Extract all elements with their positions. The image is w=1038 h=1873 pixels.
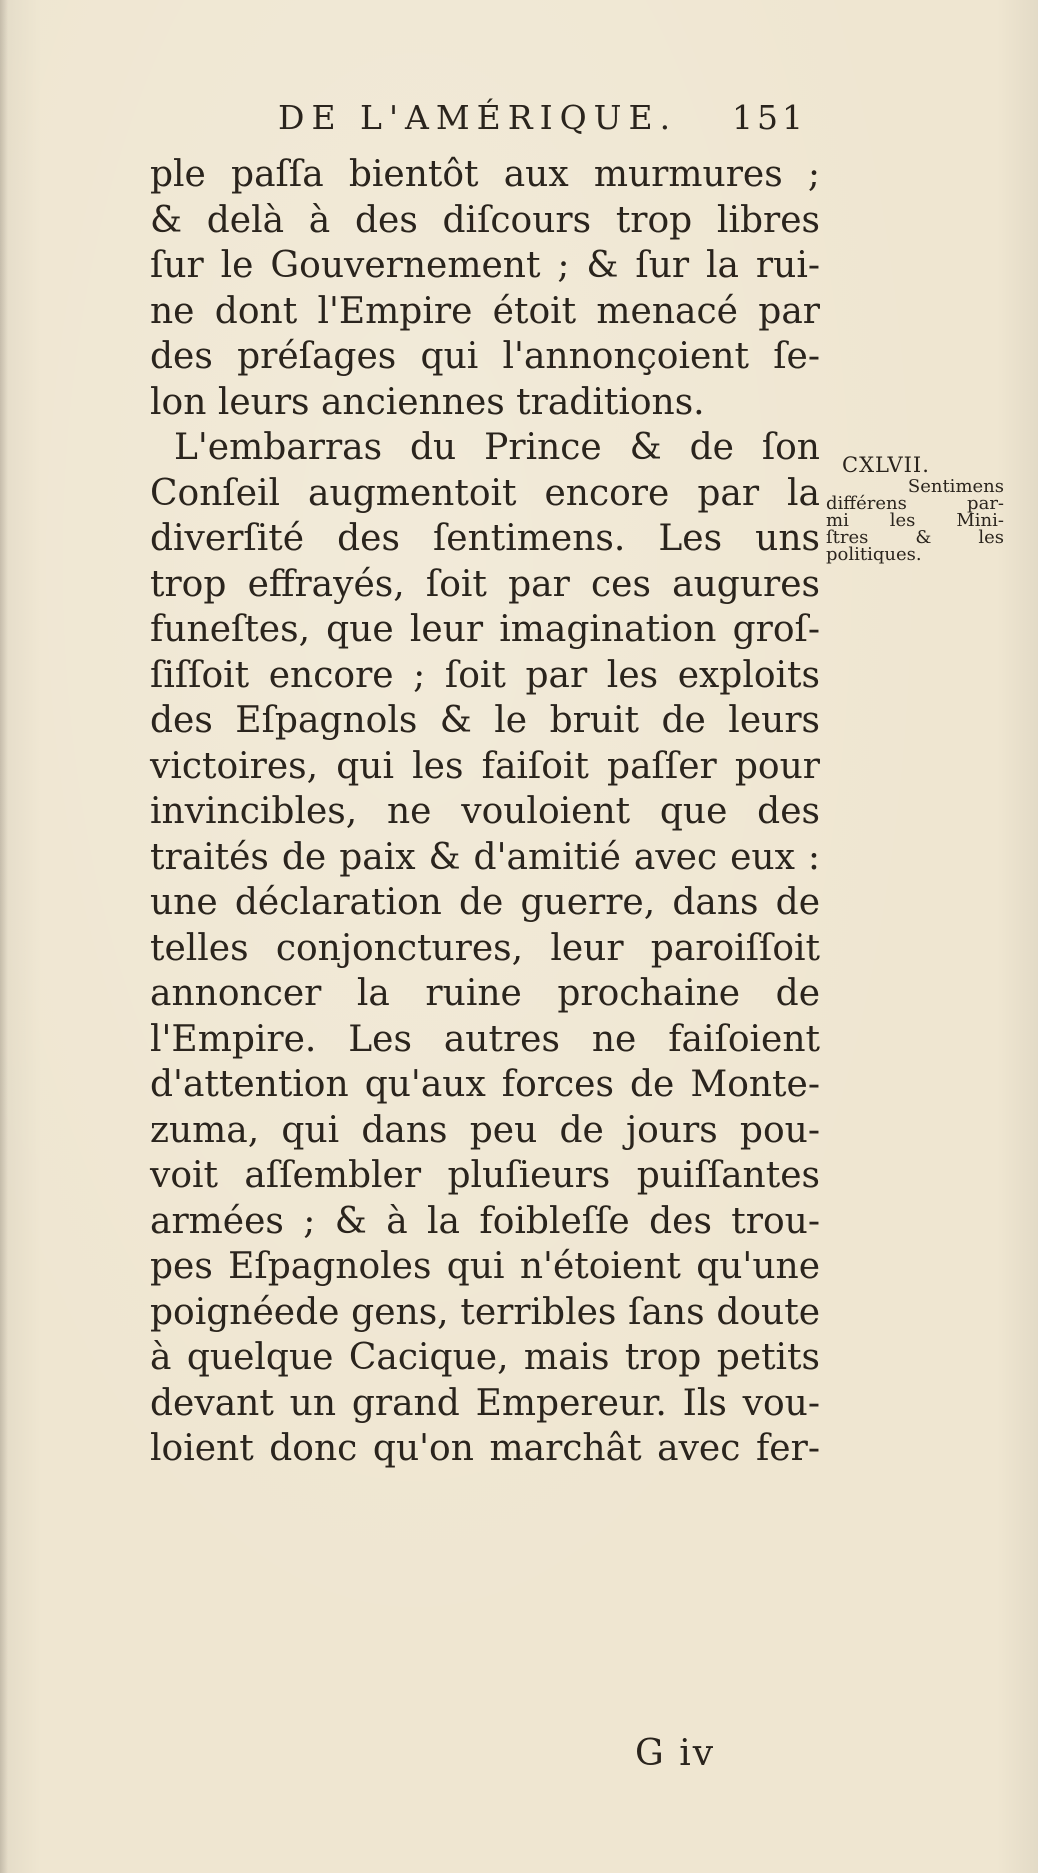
text-line: poignéede gens, terribles ſans doute	[150, 1291, 820, 1333]
text-line: ple paſſa bientôt aux murmures ;	[150, 154, 820, 195]
text-line: annoncer la ruine prochaine de	[150, 973, 820, 1014]
text-line: voit aſſembler pluſieurs puiſſantes	[150, 1155, 820, 1196]
margin-note-line: ſtres & les	[826, 527, 1004, 548]
running-title: DE L'AMÉRIQUE.	[278, 98, 678, 137]
text-line: une déclaration de guerre, dans de	[150, 882, 820, 923]
margin-note	[826, 452, 1004, 563]
text-line: victoires, qui les faiſoit paſſer pour	[150, 745, 820, 787]
text-line: diverſité des ſentimens. Les uns	[150, 518, 820, 559]
text-line: telles conjonctures, leur paroiſſoit	[150, 927, 820, 969]
margin-note-line: mi les Mini-	[826, 510, 1004, 531]
text-line: des préſages qui l'annonçoient ſe-	[150, 336, 820, 377]
text-line: armées ; & à la foibleſſe des trou-	[150, 1200, 820, 1242]
margin-note-line: Sentimens	[907, 476, 1004, 497]
text-line: traités de paix & d'amitié avec eux :	[150, 836, 820, 878]
running-head	[0, 98, 1038, 142]
catchword: G iv	[635, 1733, 716, 1774]
text-line: trop effrayés, ſoit par ces augures	[150, 563, 820, 605]
binding-edge	[0, 0, 8, 1873]
text-line: loient donc qu'on marchât avec fer-	[150, 1428, 820, 1469]
text-line: Conſeil augmentoit encore par la	[150, 472, 820, 514]
text-line: d'attention qu'aux forces de Monte-	[150, 1064, 820, 1105]
text-line: zuma, qui dans peu de jours pou-	[150, 1109, 820, 1151]
page-number: 151	[732, 98, 807, 137]
text-line: pes Eſpagnoles qui n'étoient qu'une	[150, 1246, 820, 1287]
text-line: lon leurs anciennes traditions.	[150, 381, 705, 423]
margin-note-line: différens par-	[826, 493, 1004, 514]
text-line: des Eſpagnols & le bruit de leurs	[150, 700, 820, 741]
margin-note-line: politiques.	[826, 544, 922, 565]
text-line: L'embarras du Prince & de ſon	[174, 427, 820, 468]
text-line: ne dont l'Empire étoit menacé par	[150, 290, 820, 332]
text-line: devant un grand Empereur. Ils vou-	[150, 1382, 820, 1424]
text-line: à quelque Cacique, mais trop petits	[150, 1337, 820, 1378]
text-line: & delà à des diſcours trop libres	[150, 199, 820, 241]
margin-note-number: CXLVII.	[842, 453, 930, 477]
body-text	[150, 152, 820, 1472]
text-line: invincibles, ne vouloient que des	[150, 791, 820, 832]
text-line: ſur le Gouvernement ; & ſur la rui-	[150, 245, 820, 286]
text-line: ſiſſoit encore ; ſoit par les exploits	[150, 654, 820, 696]
text-line: l'Empire. Les autres ne faiſoient	[150, 1018, 820, 1060]
text-line: funeſtes, que leur imagination groſ-	[150, 609, 820, 650]
